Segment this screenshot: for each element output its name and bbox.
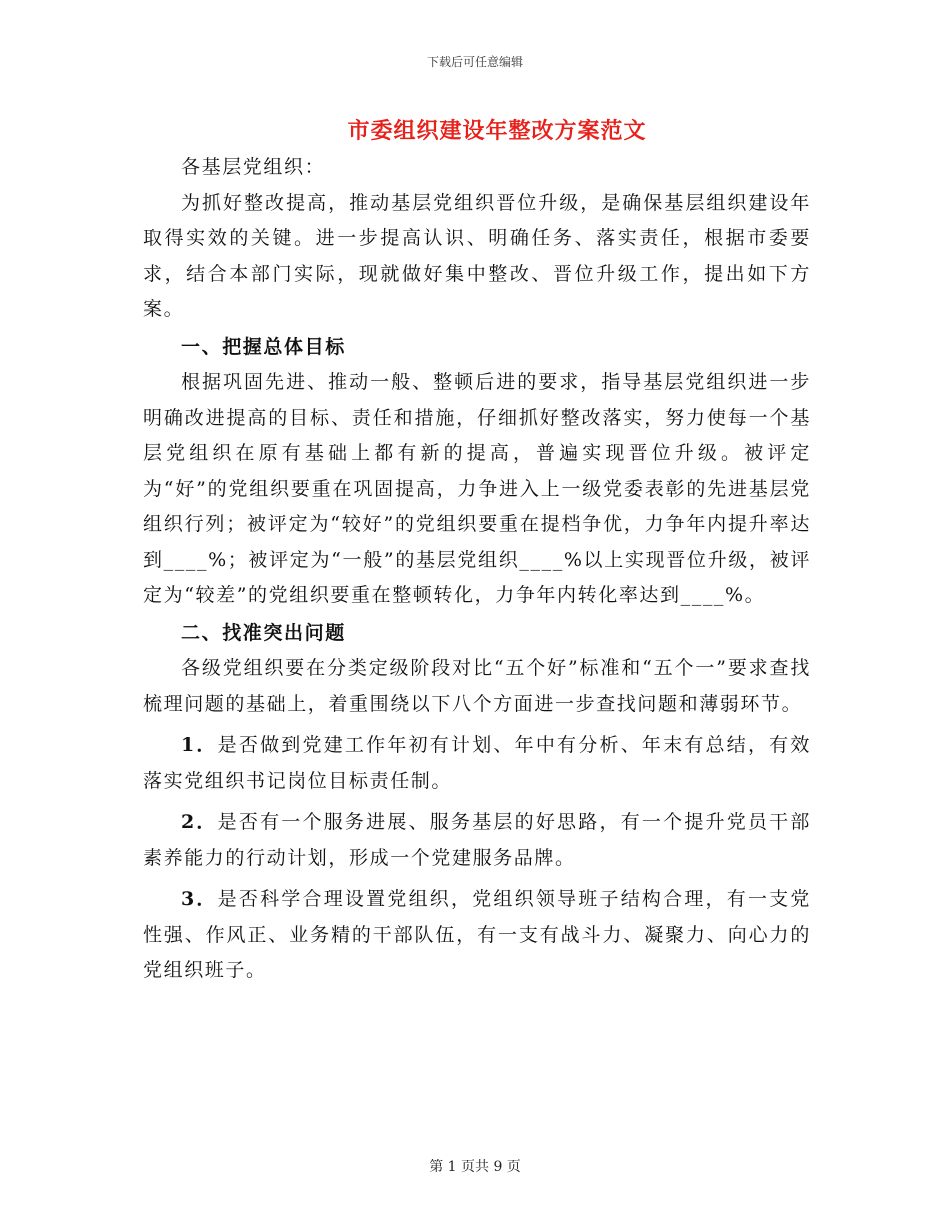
salutation: 各基层党组织： [181,156,326,178]
list-item [143,805,811,876]
section-2-heading: 二、找准突出问题 [181,621,346,644]
list-item-text: 是否有一个服务进展、服务基层的好思路，有一个提升党员干部素养能力的行动计划，形成一个党建服务品牌。 [143,811,811,869]
list-item-text: 是否做到党建工作年初有计划、年中有分析、年末有总结，有效落实党组织书记岗位目标责任制。 [143,734,811,792]
page-footer-number: 第 1 页共 9 页 [429,1159,521,1175]
document-title: 市委组织建设年整改方案范文 [347,118,647,144]
section-2-paragraph: 各级党组织要在分类定级阶段对比“五个好”标准和“五个一”要求查找梳理问题的基础上，着重围绕以下八个方面进一步查找问题和薄弱环节。 [143,657,811,715]
page-header-note: 下载后可任意编辑 [426,55,523,69]
list-item [143,882,811,989]
list-item [143,728,811,799]
intro-paragraph: 为抓好整改提高，推动基层党组织晋位升级，是确保基层组织建设年取得实效的关键。进一步提高认识、明确任务、落实责任，根据市委要求，结合本部门实际，现就做好集中整改、晋位升级工作，提出如下方案。 [143,191,811,320]
list-item-number: 3． [181,888,218,910]
section-1-paragraph: 根据巩固先进、推动一般、整顿后进的要求，指导基层党组织进一步明确改进提高的目标、责任和措施，仔细抓好整改落实，努力使每一个基层党组织在原有基础上都有新的提高，普遍实现晋位升级。被评定为“好”的党组织要重在巩固提高，力争进入上一级党委表彰的先进基层党组织行列；被评定为“较好”的党组织要重在提档争优，力争年内提升率达到____%；被评定为“一般”的基层党组织____%以上实现晋位升级，被评定为“较差”的党组织要重在整顿转化，力争年内转化率达到____%。 [143,371,811,606]
list-item-number: 2． [181,811,218,833]
section-1-heading: 一、把握总体目标 [181,335,346,358]
document-body [143,150,811,989]
list-item-number: 1． [181,734,218,756]
list-item-text: 是否科学合理设置党组织，党组织领导班子结构合理，有一支党性强、作风正、业务精的干部队伍，有一支有战斗力、凝聚力、向心力的党组织班子。 [143,888,811,981]
